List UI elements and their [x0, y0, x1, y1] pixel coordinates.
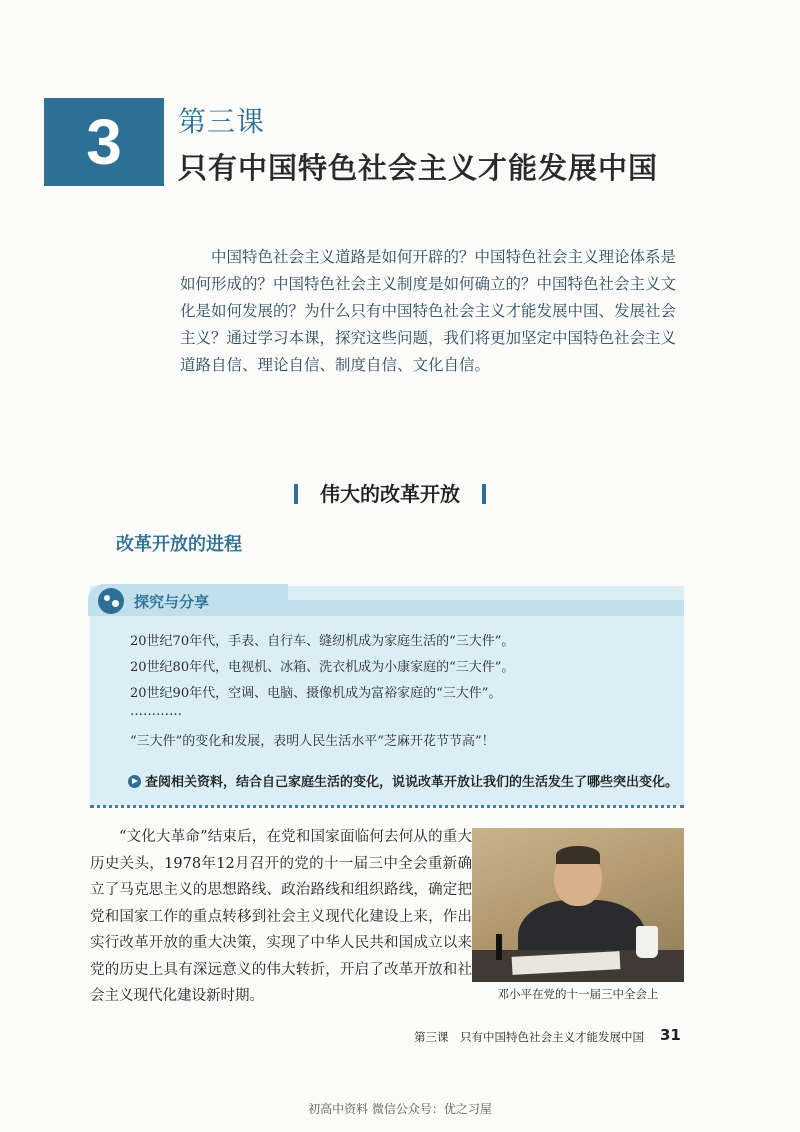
dotted-divider — [90, 805, 684, 808]
explore-question — [128, 771, 678, 790]
explore-line-1: 20世纪70年代，手表、自行车、缝纫机成为家庭生活的“三大件”。 — [130, 634, 515, 649]
lesson-number-badge: 3 — [44, 98, 164, 186]
watermark: 初高中资料 微信公众号：优之习屋 — [308, 1102, 492, 1116]
historical-photo — [472, 828, 684, 982]
lesson-label: 第三课 — [178, 105, 266, 138]
explore-question-text: 查阅相关资料，结合自己家庭生活的变化，说说改革开放让我们的生活发生了哪些突出变化。 — [145, 775, 679, 790]
body-paragraph: “文化大革命”结束后，在党和国家面临何去何从的重大历史关头，1978年12月召开的党的十一届三中全会重新确立了马克思主义的思想路线、政治路线和组织路线，确定把党和国家工作的重点转移到社会主义现代化建设上来，作出实行改革开放的重大决策，实现了中华人民共和国成立以来党的历史上具有深远意义的伟大转折，开启了改革开放和社会主义现代化建设新时期。 — [90, 829, 472, 1004]
arrow-bullet-icon — [128, 775, 141, 788]
explore-ellipsis: ………… — [130, 704, 182, 719]
explore-share-icon — [98, 588, 124, 614]
heading-bar-left — [294, 484, 298, 504]
intro-paragraph: 中国特色社会主义道路是如何开辟的？中国特色社会主义理论体系是如何形成的？中国特色社会主义制度是如何确立的？中国特色社会主义文化是如何发展的？为什么只有中国特色社会主义才能发展中国、发展社会主义？通过学习本课，探究这些问题，我们将更加坚定中国特色社会主义道路自信、理论自信、制度自信、文化自信。 — [180, 248, 677, 374]
photo-caption: 邓小平在党的十一届三中全会上 — [497, 987, 659, 1001]
section-heading — [0, 478, 780, 507]
explore-line-2: 20世纪80年代，电视机、冰箱、洗衣机成为小康家庭的“三大件”。 — [130, 660, 515, 675]
running-footer: 第三课 只有中国特色社会主义才能发展中国 — [414, 1030, 644, 1044]
page-number: 31 — [660, 1026, 681, 1044]
explore-line-summary: “三大件”的变化和发展，表明人民生活水平“芝麻开花节节高”！ — [130, 734, 495, 749]
heading-bar-right — [482, 484, 486, 504]
section-title-text: 伟大的改革开放 — [320, 482, 460, 506]
explore-header-strip — [288, 600, 684, 616]
explore-line-3: 20世纪90年代，空调、电脑、摄像机成为富裕家庭的“三大件”。 — [130, 686, 502, 701]
subsection-title: 改革开放的进程 — [116, 534, 242, 555]
lesson-title: 只有中国特色社会主义才能发展中国 — [178, 151, 659, 185]
explore-title: 探究与分享 — [134, 593, 210, 611]
